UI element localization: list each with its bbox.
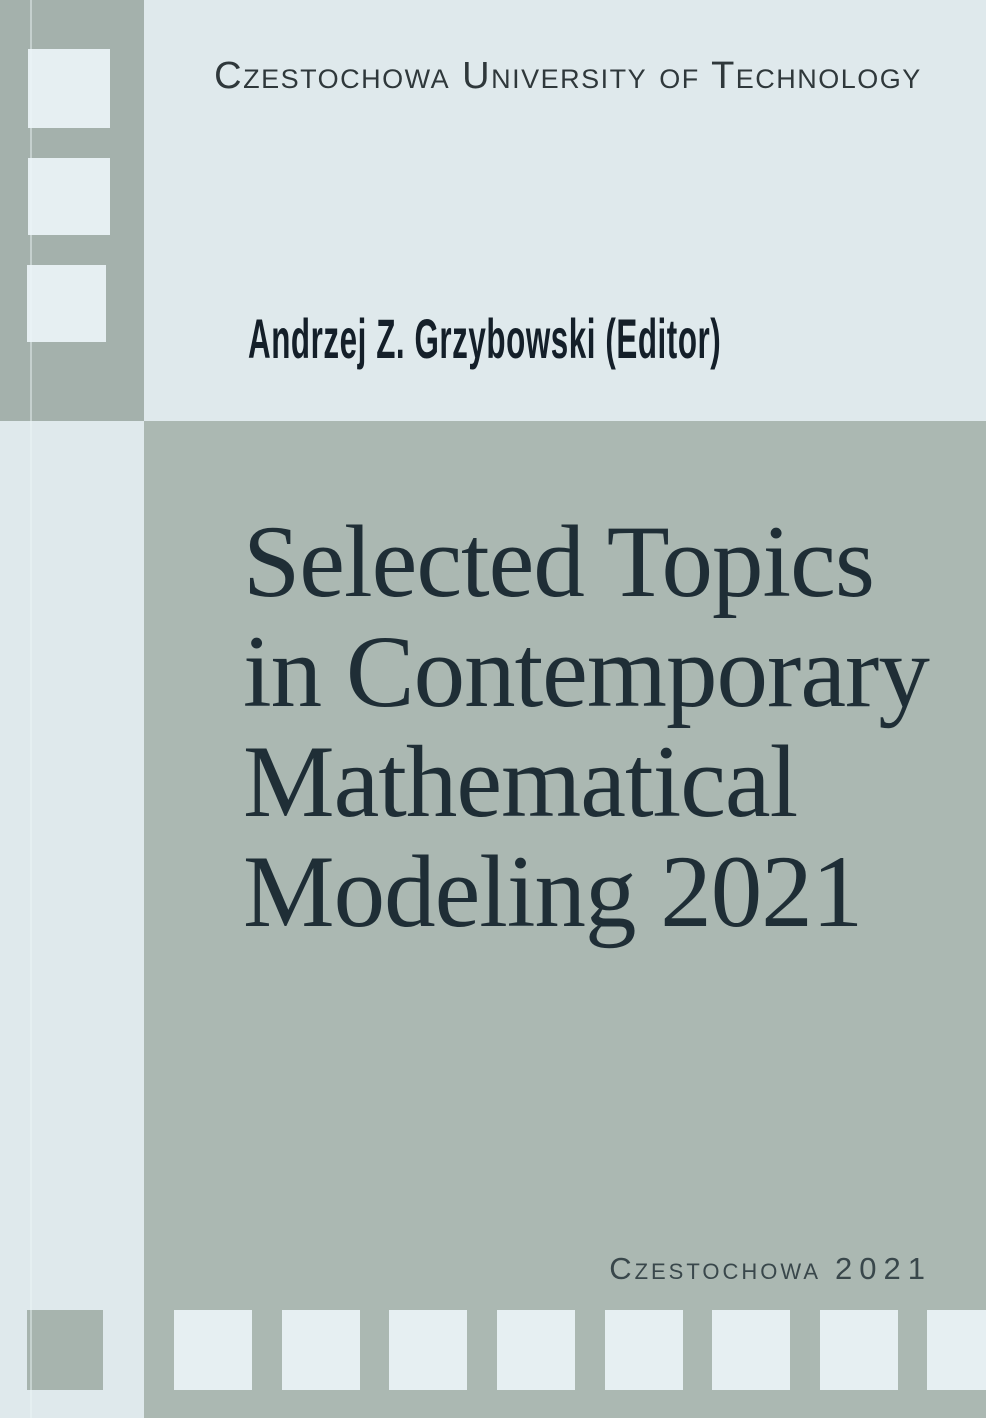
filmstrip-square [927,1310,986,1390]
filmstrip-square [389,1310,467,1390]
filmstrip-square [28,158,110,235]
title-line-4: Modeling 2021 [243,835,863,949]
filmstrip-square [712,1310,790,1390]
filmstrip-square [282,1310,360,1390]
filmstrip-square [28,49,110,128]
editor-line: Andrzej Z. Grzybowski (Editor) [248,307,722,370]
title-line-1: Selected Topics [243,505,874,619]
scan-crease-line [30,0,32,1418]
filmstrip-square [27,265,106,342]
filmstrip-square [174,1310,252,1390]
imprint-year: 2021 [835,1251,932,1286]
publisher-line: Czestochowa University of Technology [214,55,922,97]
filmstrip-square [605,1310,683,1390]
imprint-line [609,1251,932,1287]
filmstrip-square-inverted [27,1310,103,1390]
title-line-2: in Contemporary [243,615,929,729]
book-title [243,507,929,947]
imprint-city: Czestochowa [609,1251,822,1286]
filmstrip-square [820,1310,898,1390]
filmstrip-square [497,1310,575,1390]
title-line-3: Mathematical [243,725,798,839]
